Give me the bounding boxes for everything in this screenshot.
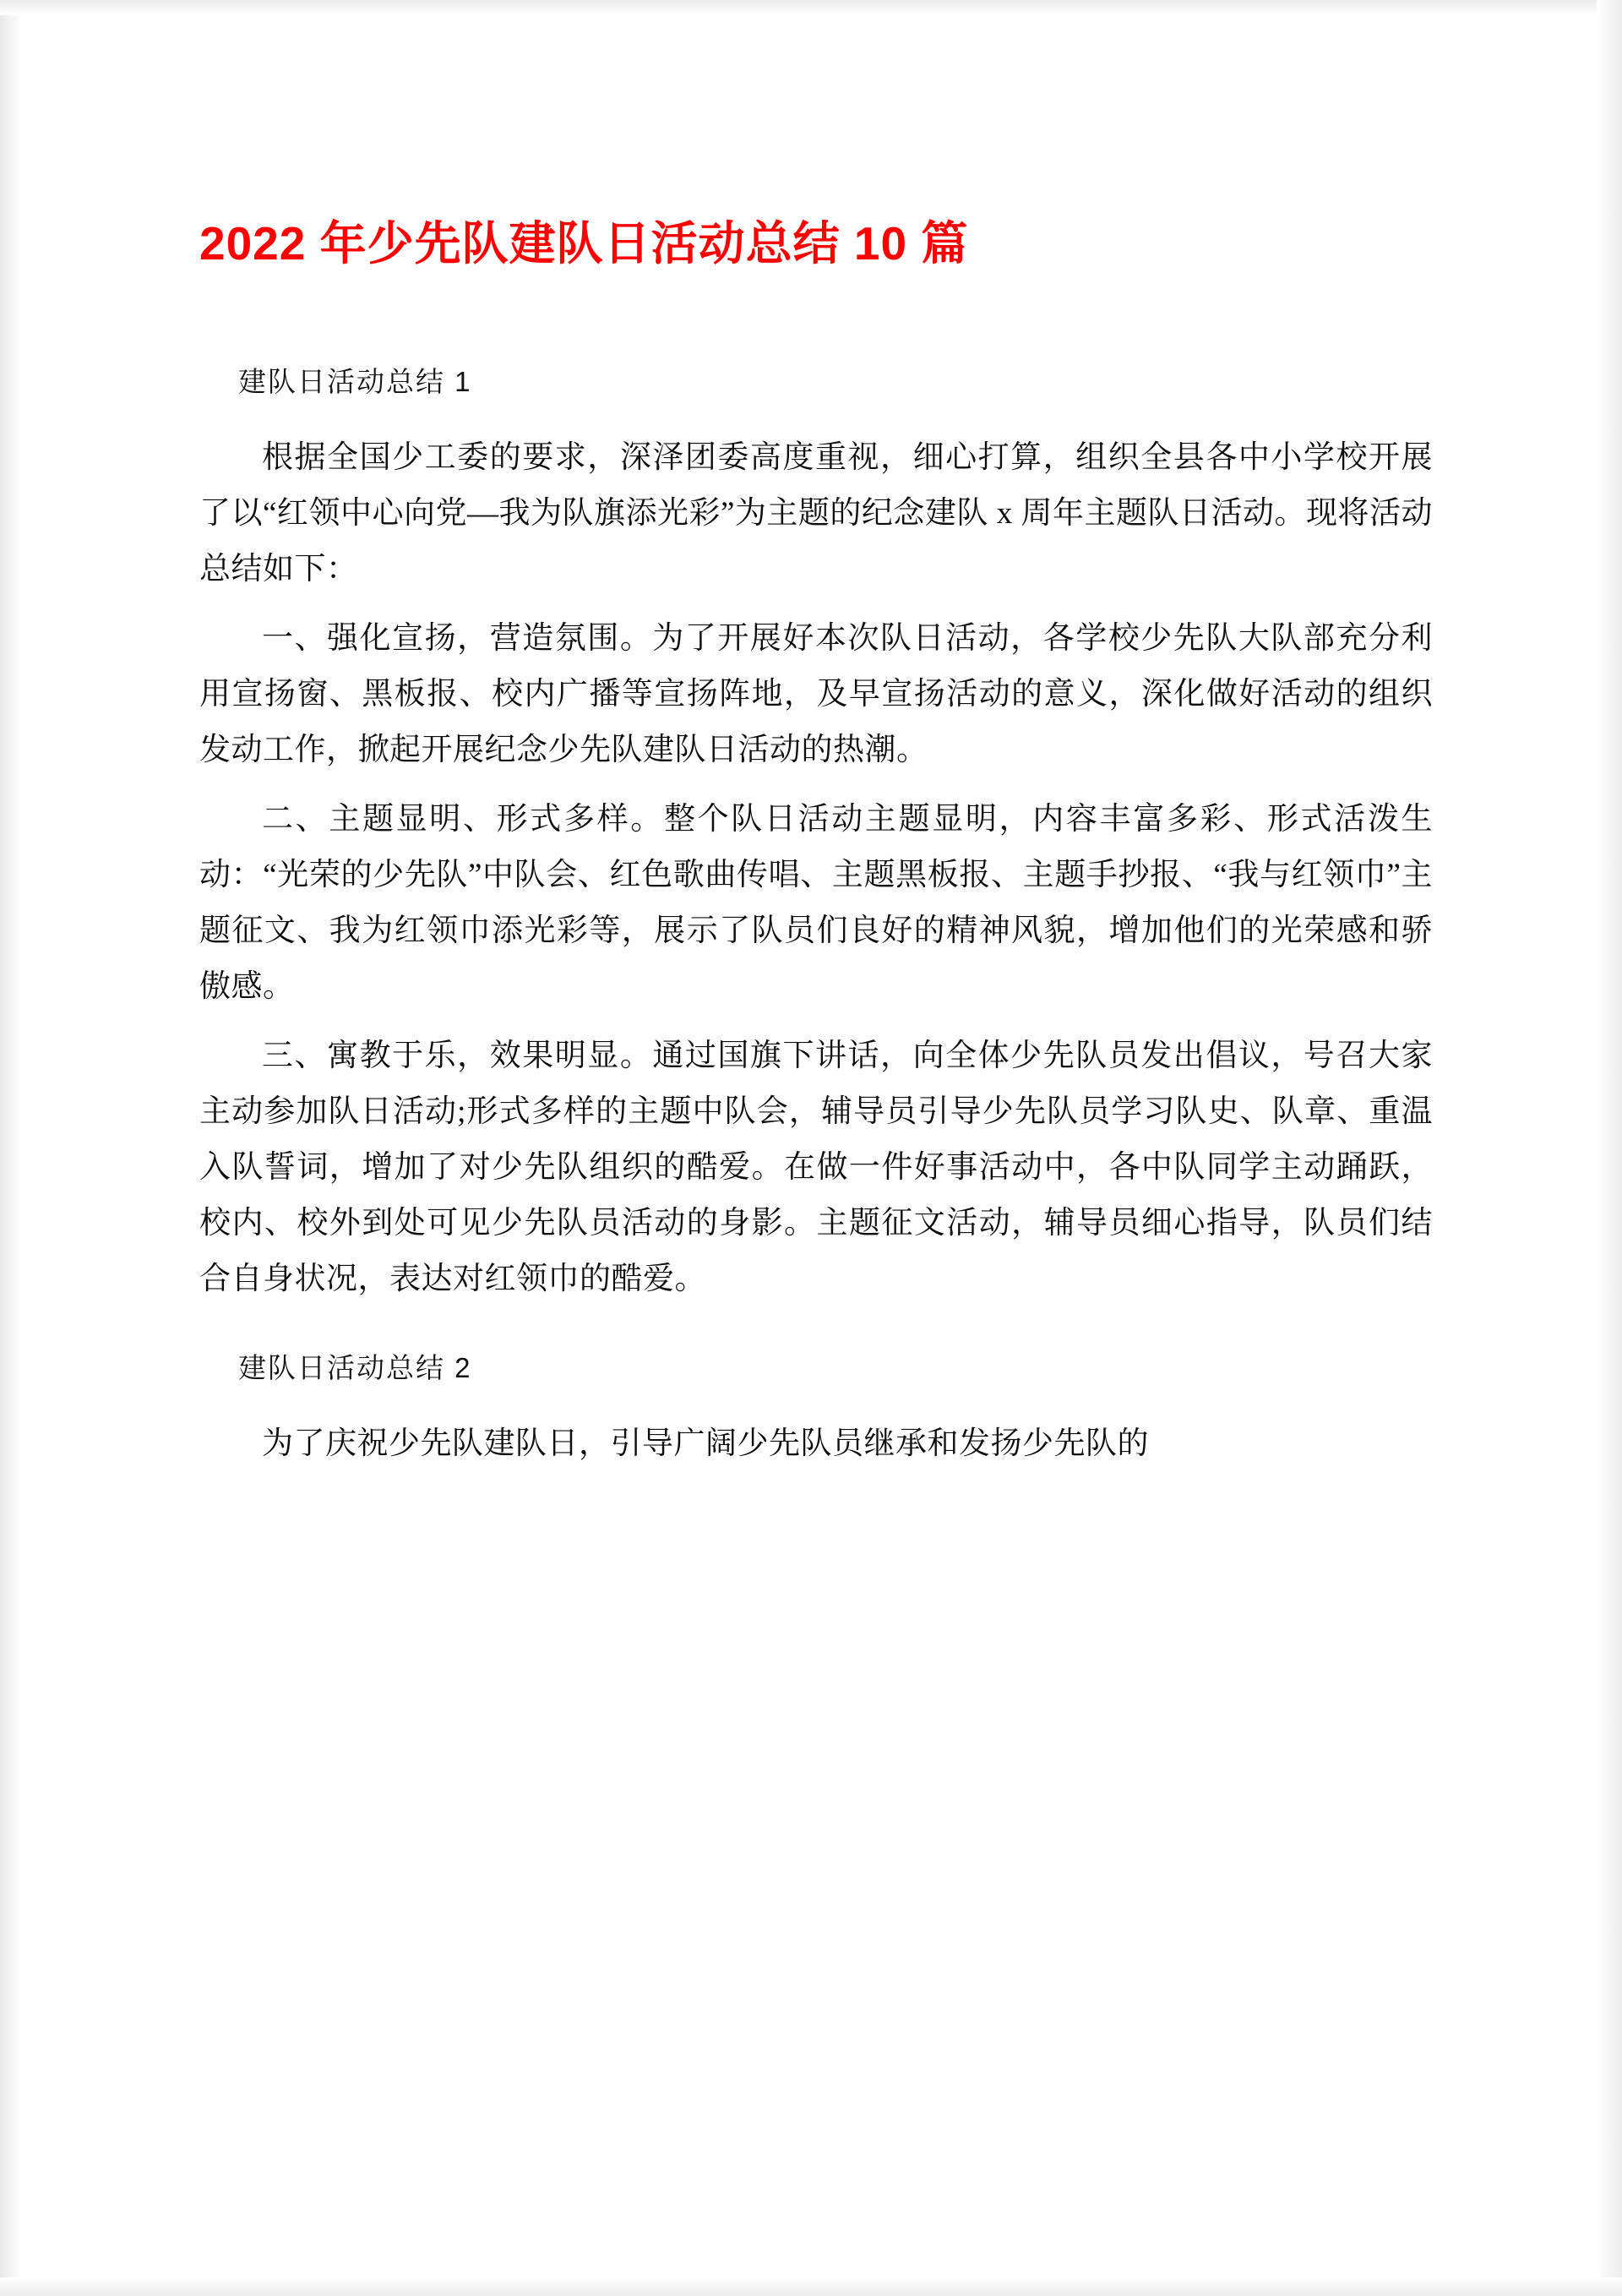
paragraph: 根据全国少工委的要求，深泽团委高度重视，细心打算，组织全县各中小学校开展了以“红领中心向党—我为队旗添光彩”为主题的纪念建队 x 周年主题队日活动。现将活动总结如下：	[199, 440, 1433, 586]
paragraph: 二、主题显明、形式多样。整个队日活动主题显明，内容丰富多彩、形式活泼生动：“光荣的少先队”中队会、红色歌曲传唱、主题黑板报、主题手抄报、“我与红领巾”主题征文、我为红领巾添光彩等，展示了队员们良好的精神风貌，增加他们的光荣感和骄傲感。	[199, 802, 1433, 1004]
scan-edge-right	[1597, 0, 1622, 2296]
page-title: 2022 年少先队建队日活动总结 10 篇	[199, 217, 969, 270]
section-heading-1: 建队日活动总结 1	[238, 366, 472, 397]
scan-edge-left	[0, 0, 22, 2296]
document-body	[199, 0, 1433, 1472]
scan-edge-bottom	[0, 2277, 1622, 2296]
section-heading-2: 建队日活动总结 2	[238, 1352, 472, 1383]
paragraph: 三、寓教于乐，效果明显。通过国旗下讲话，向全体少先队员发出倡议，号召大家主动参加队日活动;形式多样的主题中队会，辅导员引导少先队员学习队史、队章、重温入队誓词，增加了对少先队组织的酷爱。在做一件好事活动中，各中队同学主动踊跃，校内、校外到处可见少先队员活动的身影。主题征文活动，辅导员细心指导，队员们结合自身状况，表达对红领巾的酷爱。	[199, 1039, 1433, 1296]
paragraph: 为了庆祝少先队建队日，引导广阔少先队员继承和发扬少先队的	[262, 1426, 1149, 1461]
paragraph: 一、强化宣扬，营造氛围。为了开展好本次队日活动，各学校少先队大队部充分利用宣扬窗、黑板报、校内广播等宣扬阵地，及早宣扬活动的意义，深化做好活动的组织发动工作，掀起开展纪念少先队建队日活动的热潮。	[199, 621, 1433, 767]
